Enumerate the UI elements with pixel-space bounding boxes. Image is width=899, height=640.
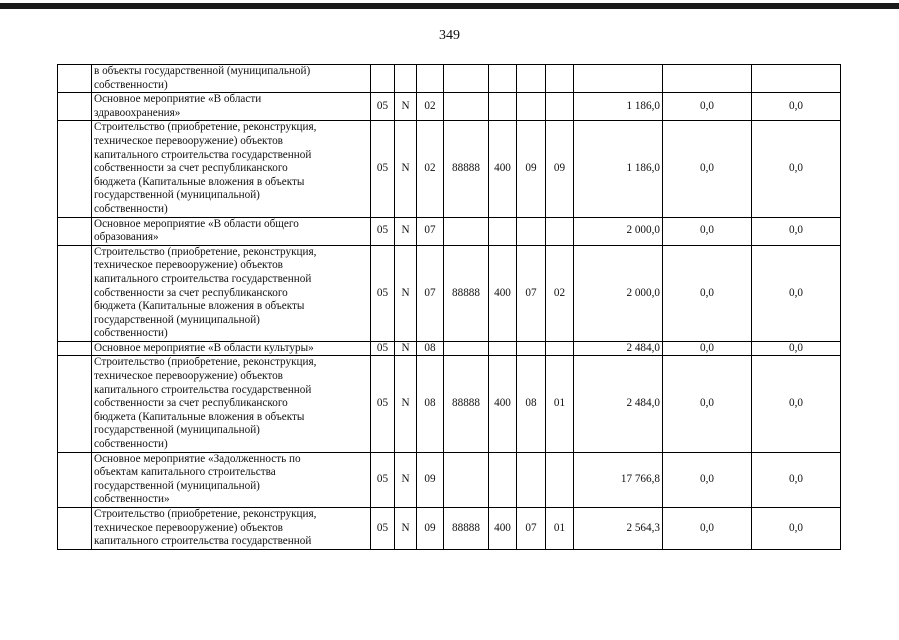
amount-year3-cell: 0,0 (752, 121, 841, 217)
subprogram-code-cell: N (395, 508, 417, 550)
amount-year2-cell: 0,0 (663, 452, 752, 507)
item-name: Строительство (приобретение, реконструкция, техническое перевооружение) объектов капитального строительства государственной собственности за счет республиканского бюджета (Капитальные вложения в объекты государственной (муниципальной) собственности) (94, 245, 317, 340)
subprogram-code-cell: N (395, 356, 417, 452)
table-row (58, 217, 841, 245)
amount-year1-cell: 17 766,8 (574, 452, 663, 507)
subsection-code-cell (546, 217, 574, 245)
direction-code-cell (444, 65, 489, 93)
amount-year2-cell (663, 65, 752, 93)
row-index-cell (58, 356, 92, 452)
amount-year1-cell: 2 484,0 (574, 341, 663, 356)
program-code-cell (371, 65, 395, 93)
amount-year2-cell: 0,0 (663, 121, 752, 217)
direction-code-cell: 88888 (444, 245, 489, 341)
row-index-cell (58, 217, 92, 245)
table-row (58, 356, 841, 452)
expense-type-cell (489, 93, 517, 121)
subsection-code-cell (546, 93, 574, 121)
amount-year3-cell: 0,0 (752, 508, 841, 550)
table-row (58, 245, 841, 341)
item-name: Основное мероприятие «Задолженность по объектам капитального строительства государственной (муниципальной) собственности» (94, 452, 301, 506)
amount-year2-cell: 0,0 (663, 93, 752, 121)
row-index-cell (58, 65, 92, 93)
subprogram-code-cell: N (395, 217, 417, 245)
expense-type-cell: 400 (489, 356, 517, 452)
event-code-cell (417, 65, 444, 93)
amount-year2-cell: 0,0 (663, 245, 752, 341)
direction-code-cell (444, 452, 489, 507)
direction-code-cell (444, 341, 489, 356)
item-name: Строительство (приобретение, реконструкция, техническое перевооружение) объектов капитального строительства государственной собственности за счет республиканского бюджета (Капитальные вложения в объекты государственной (муниципальной) собственности) (94, 356, 317, 451)
direction-code-cell (444, 217, 489, 245)
amount-year1-cell: 1 186,0 (574, 121, 663, 217)
amount-year1-cell: 2 484,0 (574, 356, 663, 452)
subsection-code-cell: 09 (546, 121, 574, 217)
event-code-cell: 07 (417, 245, 444, 341)
program-code-cell: 05 (371, 508, 395, 550)
program-code-cell: 05 (371, 121, 395, 217)
amount-year2-cell: 0,0 (663, 217, 752, 245)
expense-type-cell (489, 452, 517, 507)
amount-year3-cell: 0,0 (752, 93, 841, 121)
event-code-cell: 07 (417, 217, 444, 245)
item-name-cell (92, 341, 371, 356)
subsection-code-cell (546, 65, 574, 93)
subprogram-code-cell: N (395, 121, 417, 217)
row-index-cell (58, 508, 92, 550)
subprogram-code-cell (395, 65, 417, 93)
event-code-cell: 09 (417, 452, 444, 507)
section-code-cell (517, 65, 546, 93)
item-name-cell (92, 356, 371, 452)
item-name: Строительство (приобретение, реконструкция, техническое перевооружение) объектов капитального строительства государственной (94, 508, 317, 548)
amount-year2-cell: 0,0 (663, 341, 752, 356)
subprogram-code-cell: N (395, 245, 417, 341)
item-name: Основное мероприятие «В области здравоохранения» (94, 93, 262, 119)
subsection-code-cell (546, 452, 574, 507)
expense-type-cell: 400 (489, 508, 517, 550)
direction-code-cell (444, 93, 489, 121)
expense-type-cell (489, 65, 517, 93)
event-code-cell: 08 (417, 341, 444, 356)
program-code-cell: 05 (371, 93, 395, 121)
section-code-cell: 07 (517, 508, 546, 550)
amount-year3-cell: 0,0 (752, 452, 841, 507)
row-index-cell (58, 452, 92, 507)
row-index-cell (58, 93, 92, 121)
expense-type-cell (489, 217, 517, 245)
item-name: Основное мероприятие «В области культуры» (94, 341, 314, 354)
row-index-cell (58, 245, 92, 341)
subsection-code-cell: 01 (546, 356, 574, 452)
amount-year1-cell: 1 186,0 (574, 93, 663, 121)
subprogram-code-cell: N (395, 93, 417, 121)
subprogram-code-cell: N (395, 452, 417, 507)
amount-year3-cell: 0,0 (752, 217, 841, 245)
amount-year1-cell: 2 000,0 (574, 217, 663, 245)
item-name-cell (92, 452, 371, 507)
amount-year1-cell: 2 000,0 (574, 245, 663, 341)
event-code-cell: 08 (417, 356, 444, 452)
direction-code-cell: 88888 (444, 508, 489, 550)
item-name: в объекты государственной (муниципальной) собственности) (94, 65, 311, 91)
amount-year2-cell: 0,0 (663, 508, 752, 550)
page-number: 349 (439, 28, 460, 43)
amount-year1-cell (574, 65, 663, 93)
item-name-cell (92, 508, 371, 550)
item-name-cell (92, 93, 371, 121)
row-index-cell (58, 121, 92, 217)
subsection-code-cell: 02 (546, 245, 574, 341)
table-row (58, 65, 841, 93)
direction-code-cell: 88888 (444, 356, 489, 452)
program-code-cell: 05 (371, 356, 395, 452)
program-code-cell: 05 (371, 245, 395, 341)
expense-type-cell (489, 341, 517, 356)
amount-year3-cell: 0,0 (752, 341, 841, 356)
item-name-cell (92, 121, 371, 217)
event-code-cell: 09 (417, 508, 444, 550)
table-row (58, 452, 841, 507)
budget-table (57, 64, 841, 550)
section-code-cell: 09 (517, 121, 546, 217)
top-border-rule (0, 3, 899, 9)
table-row (58, 93, 841, 121)
event-code-cell: 02 (417, 121, 444, 217)
amount-year1-cell: 2 564,3 (574, 508, 663, 550)
amount-year3-cell (752, 65, 841, 93)
section-code-cell (517, 217, 546, 245)
expense-type-cell: 400 (489, 245, 517, 341)
section-code-cell (517, 341, 546, 356)
subsection-code-cell (546, 341, 574, 356)
amount-year3-cell: 0,0 (752, 356, 841, 452)
program-code-cell: 05 (371, 341, 395, 356)
section-code-cell (517, 452, 546, 507)
subprogram-code-cell: N (395, 341, 417, 356)
item-name: Строительство (приобретение, реконструкция, техническое перевооружение) объектов капитального строительства государственной собственности за счет республиканского бюджета (Капитальные вложения в объекты государственной (муниципальной) собственности) (94, 121, 317, 215)
table-row (58, 341, 841, 356)
table-row (58, 508, 841, 550)
section-code-cell: 07 (517, 245, 546, 341)
item-name-cell (92, 245, 371, 341)
program-code-cell: 05 (371, 217, 395, 245)
subsection-code-cell: 01 (546, 508, 574, 550)
table-row (58, 121, 841, 217)
amount-year3-cell: 0,0 (752, 245, 841, 341)
budget-table-body (58, 65, 841, 550)
direction-code-cell: 88888 (444, 121, 489, 217)
item-name-cell (92, 217, 371, 245)
item-name-cell (92, 65, 371, 93)
section-code-cell (517, 93, 546, 121)
section-code-cell: 08 (517, 356, 546, 452)
row-index-cell (58, 341, 92, 356)
amount-year2-cell: 0,0 (663, 356, 752, 452)
event-code-cell: 02 (417, 93, 444, 121)
expense-type-cell: 400 (489, 121, 517, 217)
program-code-cell: 05 (371, 452, 395, 507)
item-name: Основное мероприятие «В области общего образования» (94, 217, 299, 244)
